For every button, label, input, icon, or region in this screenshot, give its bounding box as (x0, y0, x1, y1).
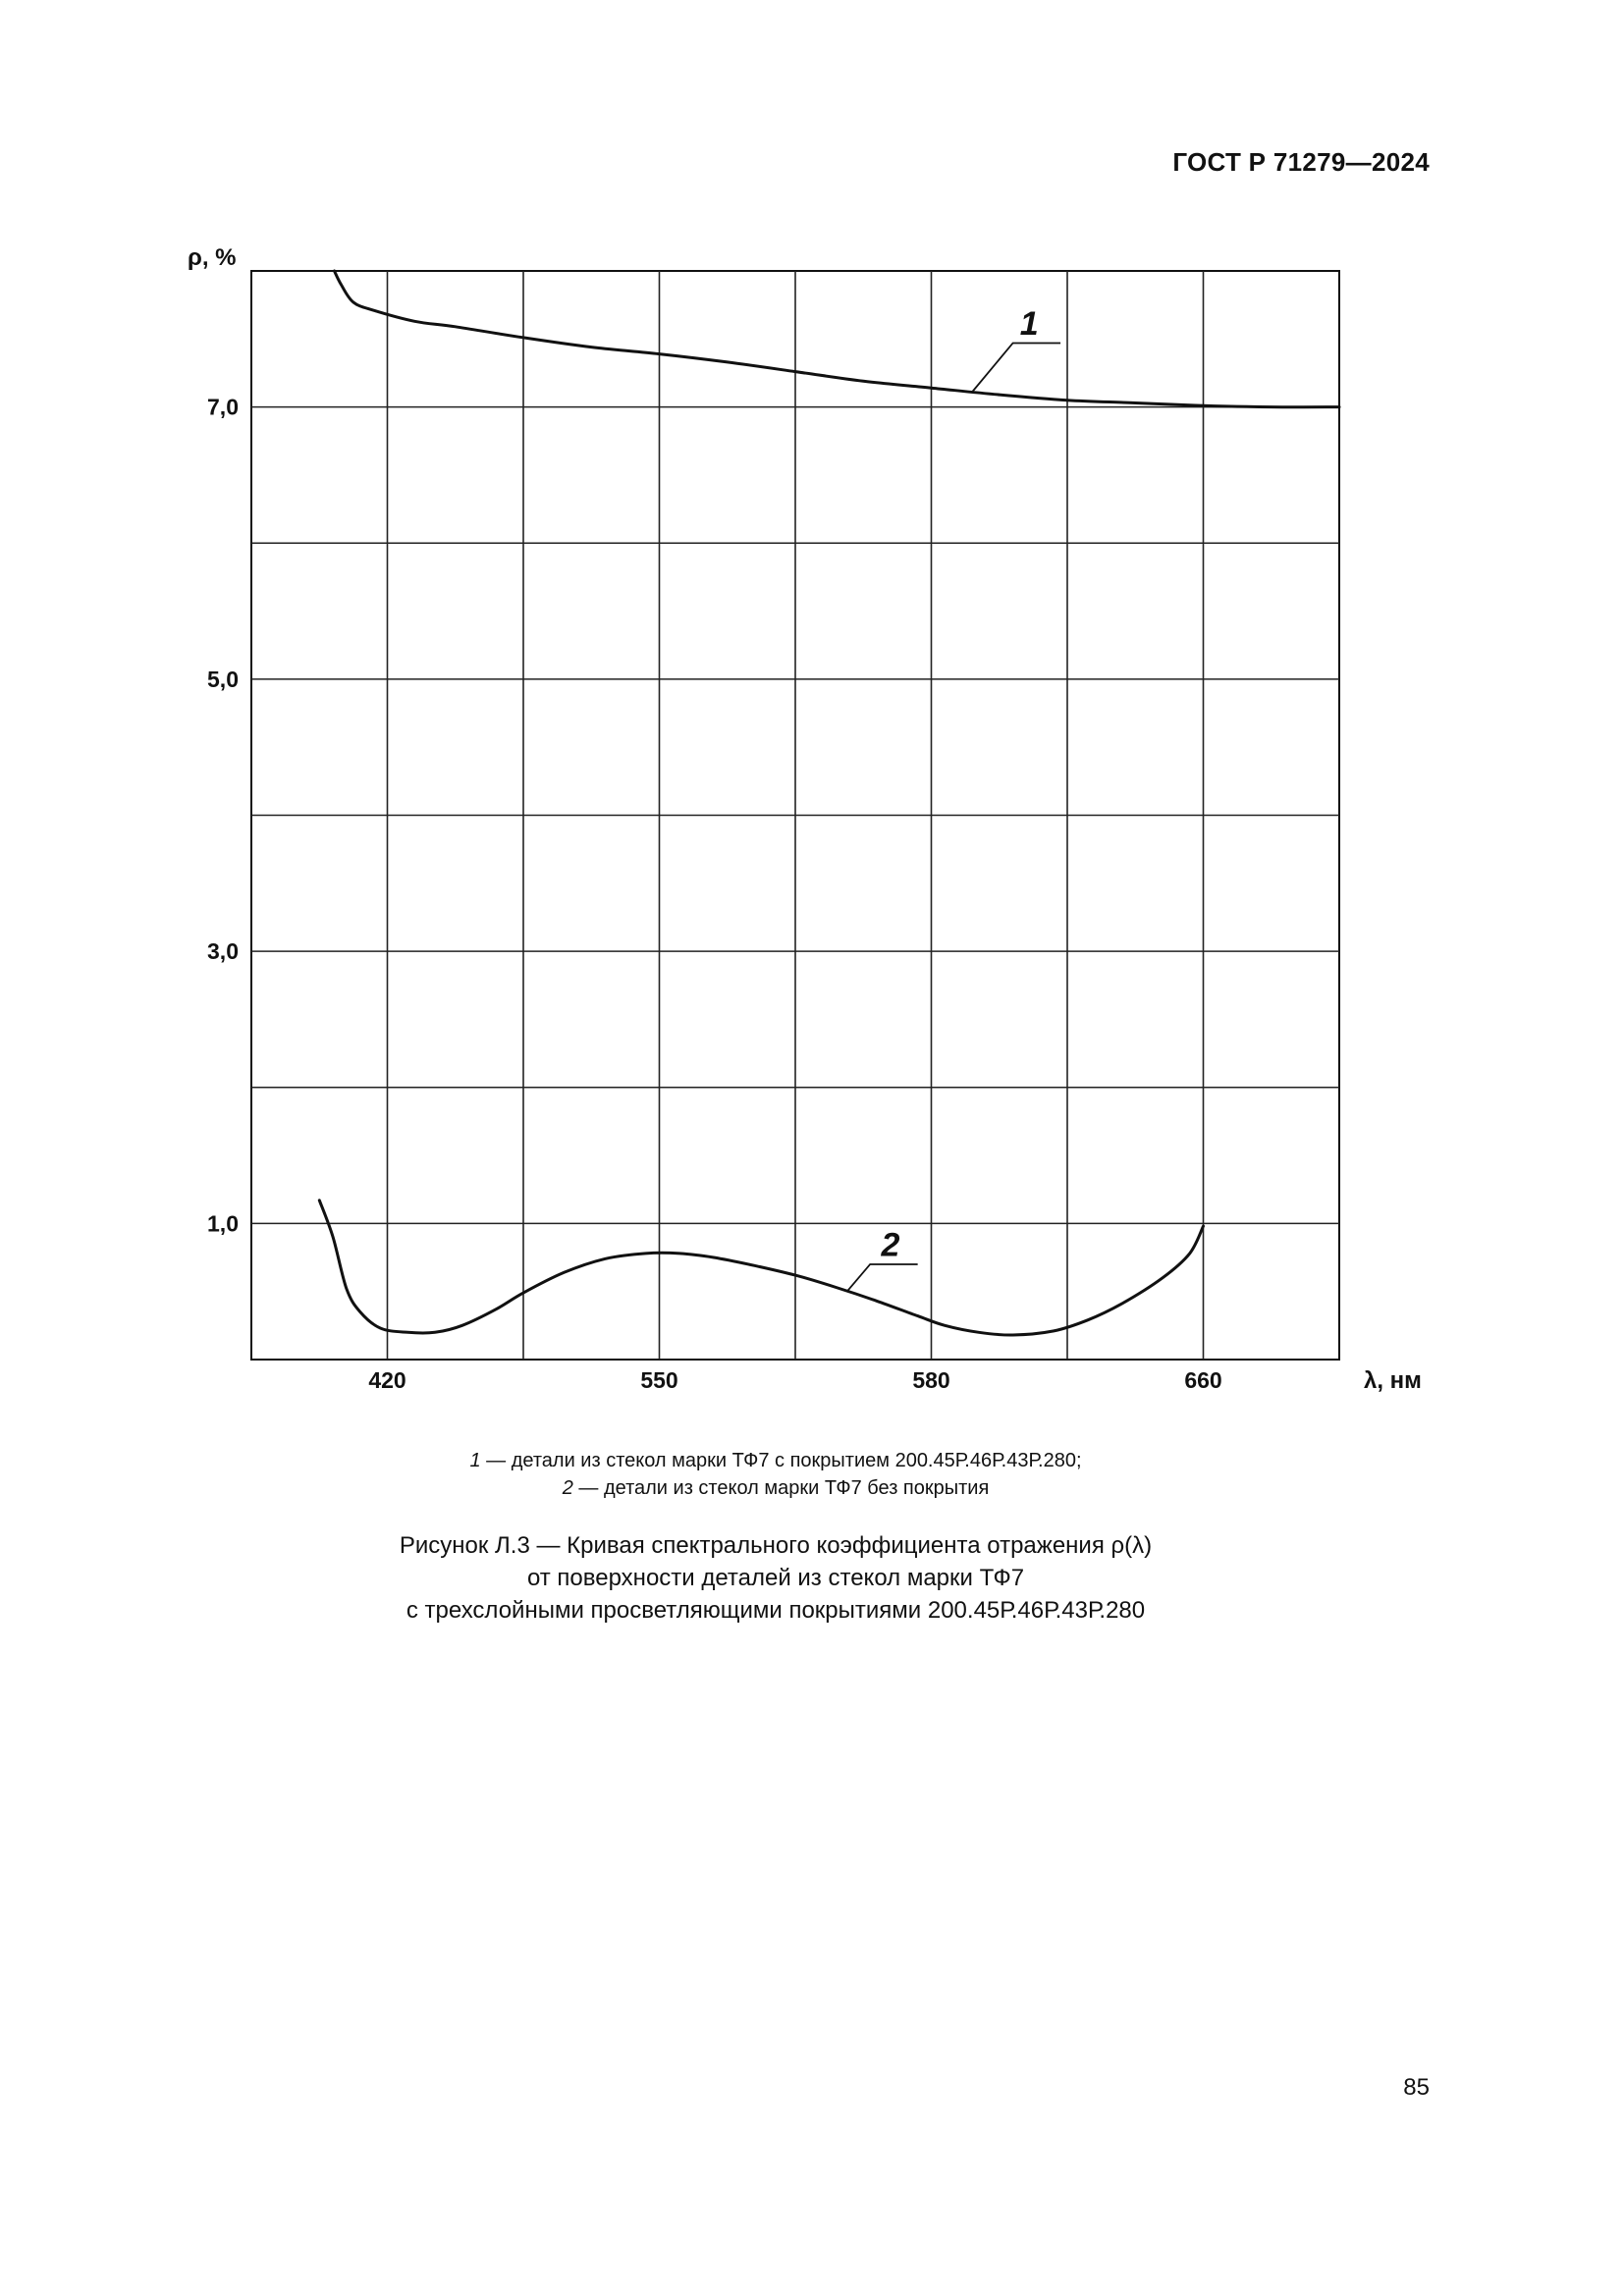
y-axis-label: ρ, % (188, 244, 237, 271)
legend-item-1-text: — детали из стекол марки ТФ7 с покрытием 200.45Р.46Р.43Р.280; (480, 1450, 1082, 1471)
x-tick-label: 550 (640, 1367, 678, 1393)
chart-legend (0, 1447, 1551, 1502)
series-2-leader (847, 1264, 918, 1292)
series-1-leader (972, 343, 1060, 392)
legend-item-1-number: 1 (469, 1450, 481, 1471)
page-number: 85 (1403, 2074, 1430, 2101)
standard-code: ГОСТ Р 71279—2024 (1172, 147, 1430, 177)
caption-line-3: с трехслойными просветляющими покрытиями 200.45Р.46Р.43Р.280 (406, 1597, 1146, 1624)
y-tick-label: 5,0 (207, 666, 239, 692)
x-tick-label: 580 (912, 1367, 950, 1393)
series-2-line (319, 1201, 1203, 1335)
caption-line-2: от поверхности деталей из стекол марки ТФ7 (526, 1565, 1025, 1591)
legend-item-2-text: — детали из стекол марки ТФ7 без покрытия (572, 1477, 990, 1499)
y-tick-label: 7,0 (207, 394, 239, 420)
y-tick-label: 3,0 (207, 938, 239, 965)
x-tick-label: 420 (368, 1367, 406, 1393)
caption-line-1: Рисунок Л.3 — Кривая спектрального коэффициента отражения ρ(λ) (399, 1532, 1153, 1559)
y-tick-label: 1,0 (207, 1210, 239, 1237)
series-1-annotation: 1 (1019, 305, 1039, 344)
x-axis-label: λ, нм (1364, 1367, 1422, 1394)
x-tick-label: 660 (1184, 1367, 1222, 1393)
legend-item-2-number: 2 (562, 1477, 573, 1499)
series-2-annotation: 2 (881, 1226, 900, 1264)
legend-item-1 (0, 1447, 1551, 1474)
legend-item-2 (0, 1474, 1551, 1502)
series-1-line (335, 271, 1340, 407)
figure-caption (0, 1529, 1551, 1627)
